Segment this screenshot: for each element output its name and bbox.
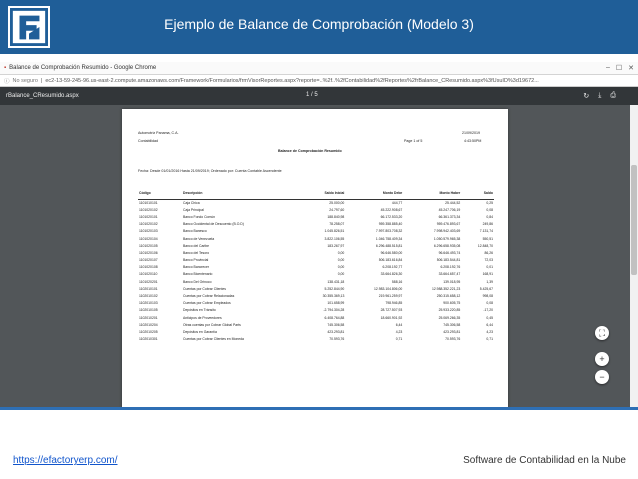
table-cell: 28.727.507,93 — [380, 308, 403, 313]
minimize-icon[interactable]: – — [605, 64, 610, 71]
table-cell: 506.183.544,81 — [436, 258, 461, 263]
separator: | — [40, 77, 43, 84]
table-cell: 0,00 — [337, 265, 345, 270]
table-cell: 183.267,97 — [327, 243, 345, 248]
table-cell: 18.660.901,92 — [380, 315, 403, 320]
table-cell: 1101010101 — [139, 200, 158, 205]
table-cell: 4,23 — [395, 329, 403, 334]
table-row — [138, 321, 494, 328]
rotate-icon[interactable]: ↻ — [583, 93, 590, 100]
table-cell: Cuentas por Cobrar Clientes — [183, 286, 226, 291]
table-cell: 66.172.533,20 — [380, 214, 403, 219]
taskbar-strip — [0, 407, 638, 410]
download-icon[interactable]: ⤓ — [598, 92, 602, 99]
col-descripcion: Descripción — [182, 189, 300, 199]
table-cell: 24.797,60 — [329, 207, 345, 212]
table-cell: Banco del Caribe — [183, 243, 210, 248]
col-monto-haber: Monto Haber — [403, 189, 461, 199]
pdf-doc-name: rBalance_CResumido.aspx — [6, 93, 79, 99]
table-cell: 1101020105 — [139, 243, 158, 248]
print-icon[interactable]: ⎙ — [610, 92, 616, 99]
table-cell: 249,86 — [482, 222, 493, 227]
table-cell: 1101020106 — [139, 250, 158, 255]
table-cell: 1102010105 — [139, 308, 158, 313]
table-cell: 1102010204 — [139, 322, 158, 327]
table-row — [138, 336, 494, 343]
module-name: Contabilidad — [138, 139, 158, 143]
table-cell: 1102010102 — [139, 294, 158, 299]
table-cell: 0,71 — [486, 337, 493, 342]
table-cell: 1.046.758.409,34 — [375, 236, 403, 241]
table-cell: 959.358.885,40 — [378, 222, 403, 227]
maximize-icon[interactable]: ☐ — [615, 65, 623, 72]
table-cell: 959.476.893,67 — [436, 222, 461, 227]
table-cell: 0,71 — [395, 337, 403, 342]
company-name: Automotriz Panama, C.A. — [138, 131, 179, 135]
report-title: Balance de Comprobación Resumido — [278, 149, 342, 153]
table-cell: 0,84 — [486, 214, 493, 219]
table-cell: 0,00 — [337, 272, 345, 277]
col-saldo: Saldo — [461, 189, 494, 199]
table-row — [138, 206, 494, 213]
table-cell: 444,77 — [391, 200, 403, 205]
table-cell: 1101020104 — [139, 236, 158, 241]
table-row — [138, 257, 494, 264]
pdf-doc-icon: ▪ — [4, 65, 7, 71]
table-cell: 96.646.493,74 — [438, 250, 461, 255]
table-cell: 745.306,58 — [443, 322, 461, 327]
table-cell: Depósitos en Garantía — [183, 329, 217, 334]
table-cell: 1,39 — [486, 279, 493, 284]
slide-title: Ejemplo de Balance de Comprobación (Modelo 3) — [164, 16, 474, 32]
table-cell: Cuentas por Cobrar Empleados — [183, 301, 231, 306]
table-cell: 45.247.706,19 — [438, 207, 461, 212]
table-cell: Banco Del Orinoco — [183, 279, 212, 284]
table-cell: 1101020107 — [139, 258, 158, 263]
table-cell: 0,08 — [486, 301, 493, 306]
table-cell: Banco de Venezuela — [183, 236, 215, 241]
table-row — [138, 221, 494, 228]
table-cell: 423.293,81 — [443, 329, 461, 334]
table-cell: 506.183.616,84 — [378, 258, 403, 263]
table-cell: 6,44 — [395, 322, 403, 327]
table-header-row — [138, 189, 494, 199]
table-cell: 4,23 — [486, 329, 493, 334]
table-cell: 1101020101 — [139, 214, 158, 219]
balance-table — [138, 189, 494, 343]
table-cell: 0,25 — [486, 200, 493, 205]
table-row — [138, 278, 494, 285]
table-cell: 0,08 — [486, 207, 493, 212]
table-cell: Cuentas por Cobrar Relacionadas — [183, 294, 235, 299]
table-cell: 6,44 — [486, 322, 493, 327]
table-cell: 1102010301 — [139, 337, 158, 342]
pdf-page — [122, 109, 508, 410]
zoom-in-button[interactable]: + — [595, 352, 609, 366]
title-banner — [0, 0, 638, 54]
close-icon[interactable]: ✕ — [628, 65, 634, 72]
table-cell: 138.431,18 — [327, 279, 345, 284]
table-cell: 12.983.104.806,00 — [374, 286, 403, 291]
table-cell: 1.050.579.965,38 — [433, 236, 461, 241]
report-date: 21/09/2019 — [462, 131, 480, 135]
table-cell: 188.840,98 — [327, 214, 345, 219]
table-cell: 12.988.352.221,23 — [431, 286, 461, 291]
table-cell: 33.664.657,47 — [438, 272, 461, 277]
table-cell: Banco Occidental de Descuento (B.O.D) — [183, 222, 244, 227]
table-cell: 5.425,67 — [479, 286, 493, 291]
pdf-toolbar — [0, 87, 638, 105]
table-cell: 86,26 — [484, 250, 493, 255]
table-cell: 45.222.908,67 — [380, 207, 403, 212]
table-cell: 168,91 — [482, 272, 493, 277]
table-cell: 1101020103 — [139, 229, 158, 234]
browser-title-bar — [0, 62, 638, 75]
window-title: Balance de Comprobación Resumido - Google Chrome — [9, 65, 157, 71]
table-cell: Banco Provincial — [183, 258, 209, 263]
table-row — [138, 314, 494, 321]
footer-link[interactable]: https://efactoryerp.com/ — [13, 455, 118, 466]
col-codigo: Código — [138, 189, 182, 199]
zoom-out-button[interactable]: − — [595, 370, 609, 384]
table-cell: 7.997.803.708,32 — [375, 229, 403, 234]
table-row — [138, 300, 494, 307]
table-cell: 101.658,99 — [327, 301, 345, 306]
table-cell: 96.646.580,00 — [380, 250, 403, 255]
table-cell: 7.131,74 — [479, 229, 493, 234]
table-cell: Banco Banesco — [183, 229, 207, 234]
table-cell: 6.296.488.515,81 — [375, 243, 403, 248]
table-cell: 6.208.192,77 — [382, 265, 403, 270]
table-cell: 25.000,00 — [329, 200, 345, 205]
table-cell: 7.998.942.403,69 — [433, 229, 461, 234]
report-page: Page 1 of 5 — [404, 139, 423, 143]
table-cell: 1.045.826,51 — [324, 229, 345, 234]
table-cell: 12.848,70 — [477, 243, 493, 248]
table-cell: 550,51 — [482, 236, 493, 241]
scrollbar[interactable] — [630, 105, 638, 407]
table-cell: 25.069.266,35 — [438, 315, 461, 320]
url-text[interactable]: ec2-13-59-245-96.us-east-2.compute.amazonaws.com/Framework/Formularios/frmVisorReportes.aspx?reporte=..%2f..%2fContabilidad%2fReportes%2frBalance_CResumido.aspx%3fUsuID%3d19672... — [45, 77, 539, 84]
report-filter: Fecha: Desde 01/01/2016 Hasta 21/09/2019; Ordenado por: Cuenta Contable Ascendente — [138, 169, 282, 173]
table-cell: 6.208.192,76 — [440, 265, 461, 270]
table-cell: Anticipos de Proveedores — [183, 315, 222, 320]
table-cell: 588,16 — [391, 279, 403, 284]
report-time: 4:43:50PM — [464, 139, 482, 143]
table-cell: 1101020102 — [139, 207, 158, 212]
info-icon[interactable]: ⓘ — [4, 78, 10, 85]
table-row — [138, 228, 494, 235]
table-cell: 900.605,75 — [443, 301, 461, 306]
table-row — [138, 213, 494, 220]
table-cell: 998,08 — [482, 294, 493, 299]
table-row — [138, 328, 494, 335]
table-row — [138, 285, 494, 292]
table-cell: 78.258,07 — [329, 222, 345, 227]
table-cell: Banco Bancrecer — [183, 265, 210, 270]
table-cell: 25.933.220,85 — [438, 308, 461, 313]
table-cell: Banco Fondo Común — [183, 214, 216, 219]
table-cell: 219.961.259,97 — [378, 294, 403, 299]
table-cell: Caja Chica — [183, 200, 200, 205]
table-cell: 745.306,58 — [327, 322, 345, 327]
table-cell: 33.664.826,30 — [380, 272, 403, 277]
table-cell: 3.822.106,55 — [324, 236, 345, 241]
table-cell: 72,03 — [484, 258, 493, 263]
table-cell: 6.408.764,88 — [324, 315, 345, 320]
table-cell: 1101020110 — [139, 272, 158, 277]
table-cell: 1102010201 — [139, 315, 158, 320]
table-cell: 1101020102 — [139, 222, 158, 227]
table-cell: -2.794.304,28 — [323, 308, 345, 313]
table-cell: 5.252.844,90 — [324, 286, 345, 291]
screenshot — [0, 62, 638, 410]
security-label: No seguro — [12, 77, 38, 84]
table-cell: 0,00 — [337, 258, 345, 263]
table-row — [138, 292, 494, 299]
table-cell: 139.018,95 — [443, 279, 461, 284]
table-row — [138, 307, 494, 314]
footer-text: Software de Contabilidad en la Nube — [463, 455, 626, 466]
col-monto-debe: Monto Debe — [345, 189, 403, 199]
table-cell: 423.293,81 — [327, 329, 345, 334]
address-bar[interactable] — [0, 75, 638, 87]
table-cell: 1101020201 — [139, 279, 158, 284]
table-cell: 70.593,76 — [445, 337, 461, 342]
fit-page-button[interactable]: ⛶ — [595, 326, 609, 340]
table-cell: 70.593,76 — [329, 337, 345, 342]
table-cell: 66.361.373,34 — [438, 214, 461, 219]
table-row — [138, 199, 494, 206]
table-cell: Caja Principal — [183, 207, 204, 212]
table-row — [138, 242, 494, 249]
table-cell: Cuentas por Cobrar Clientes en Moneda — [183, 337, 244, 342]
scrollbar-thumb[interactable] — [631, 165, 637, 275]
table-row — [138, 271, 494, 278]
table-cell: 0,01 — [486, 265, 493, 270]
table-cell: 1102010205 — [139, 329, 158, 334]
page-indicator: 1 / 5 — [306, 92, 318, 98]
col-saldo-inicial: Saldo Inicial — [300, 189, 345, 199]
table-cell: 0,45 — [486, 315, 493, 320]
table-cell: 1101020108 — [139, 265, 158, 270]
table-cell: 798.946,85 — [385, 301, 403, 306]
table-row — [138, 235, 494, 242]
table-cell: Depósitos en Tránsito — [183, 308, 216, 313]
table-cell: -17,20 — [483, 308, 493, 313]
table-cell: 1102010103 — [139, 301, 158, 306]
table-cell: 250.315.658,12 — [436, 294, 461, 299]
table-cell: 30.355.369,13 — [322, 294, 345, 299]
table-cell: Otras cuentas por Cobrar Global Parts — [183, 322, 241, 327]
table-cell: 0,00 — [337, 250, 345, 255]
table-row — [138, 249, 494, 256]
table-cell: Banco del Tesoro — [183, 250, 210, 255]
table-row — [138, 264, 494, 271]
table-cell: 6.296.658.935,08 — [433, 243, 461, 248]
table-cell: Banco Bicentenario — [183, 272, 213, 277]
table-cell: 1102010101 — [139, 286, 158, 291]
table-cell: 25.444,52 — [445, 200, 461, 205]
